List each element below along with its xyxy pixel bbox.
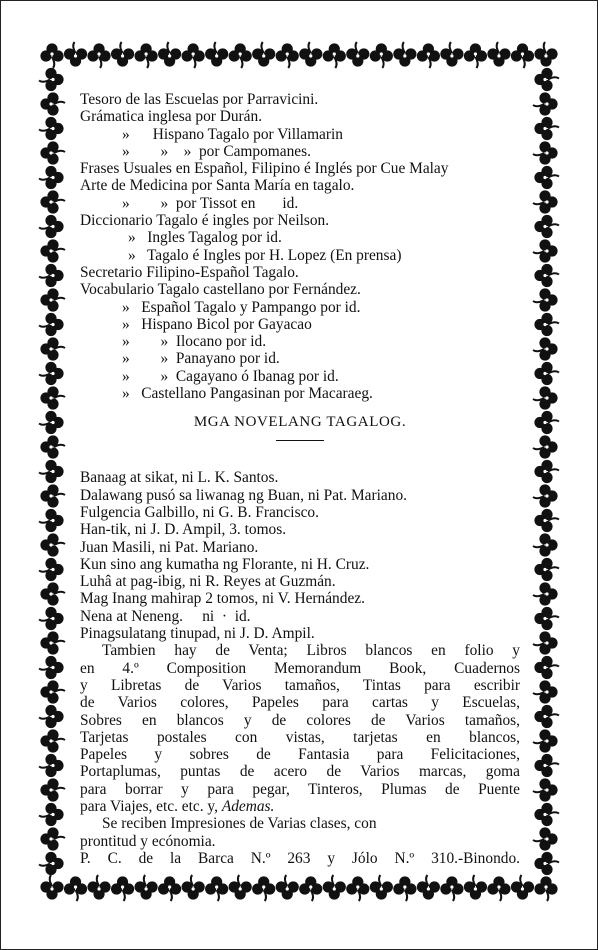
- clover-ornament: [393, 42, 416, 67]
- clover-ornament: [534, 607, 559, 630]
- clover-ornament: [533, 533, 558, 556]
- book-list-item: Arte de Medicina por Santa María en tagalo.: [80, 177, 355, 195]
- clover-ornament: [40, 631, 65, 654]
- clover-ornament: [534, 264, 559, 287]
- clover-ornament: [533, 92, 558, 115]
- clover-ornament: [533, 827, 558, 850]
- clover-ornament: [39, 754, 64, 777]
- clover-ornament: [39, 215, 64, 238]
- paragraph-line: Portaplumas, puntas de acero de Varios marcas, goma: [80, 763, 520, 781]
- paragraph-line: Tambien hay de Venta; Libros blancos en folio y: [102, 642, 520, 660]
- section-heading: MGA NOVELANG TAGALOG.: [193, 414, 407, 431]
- paragraph-line: y Libretas de Varios tamaños, Tintas para escribir: [80, 676, 520, 694]
- novel-list: [80, 469, 520, 642]
- clover-ornament: [158, 876, 181, 901]
- clover-ornament: [533, 288, 558, 311]
- clover-ornament: [534, 215, 559, 238]
- clover-ornament: [534, 509, 559, 532]
- clover-ornament: [39, 68, 64, 91]
- clover-ornament: [534, 803, 559, 826]
- clover-ornament: [533, 190, 558, 213]
- clover-ornament: [370, 43, 393, 68]
- clover-ornament: [39, 460, 64, 483]
- novel-list-item: Dalawang pusó sa liwanag ng Buan, ni Pat. Mariano.: [80, 486, 407, 504]
- clover-ornament: [40, 141, 65, 164]
- clover-ornament: [534, 68, 559, 91]
- clover-ornament: [393, 876, 416, 901]
- paragraph-last-italic: Ademas.: [221, 797, 275, 815]
- clover-ornament: [252, 42, 275, 67]
- clover-ornament: [39, 607, 64, 630]
- book-list-item: Diccionario Tagalo é ingles por Neilson.: [80, 212, 330, 230]
- clover-ornament: [39, 656, 64, 679]
- clover-ornament: [87, 43, 110, 68]
- book-list-item: » » Panayano por id.: [122, 350, 280, 368]
- clover-ornament: [39, 509, 64, 532]
- clover-ornament: [346, 42, 369, 67]
- stationery-paragraph: [80, 642, 520, 798]
- book-list-item: Frases Usuales en Español, Filipino é Inglés por Cue Malay: [80, 160, 449, 178]
- book-list-item: Grámatica inglesa por Durán.: [80, 108, 263, 126]
- clover-ornament: [87, 875, 110, 900]
- clover-ornament: [534, 852, 559, 875]
- book-list-item: » Hispano Bicol por Gayacao: [122, 315, 312, 333]
- clover-ornament: [534, 656, 559, 679]
- clover-ornament: [40, 729, 65, 752]
- clover-ornament: [534, 754, 559, 777]
- clover-ornament: [182, 43, 205, 68]
- clover-ornament: [464, 875, 487, 900]
- clover-ornament: [39, 411, 64, 434]
- book-list: [80, 91, 520, 402]
- novel-list-item: Mag Inang mahirap 2 tomos, ni V. Hernández.: [80, 590, 365, 608]
- book-list-item: » Castellano Pangasinan por Macaraeg.: [122, 385, 373, 403]
- clover-ornament: [533, 239, 558, 262]
- page-content: [80, 91, 520, 867]
- clover-ornament: [39, 313, 64, 336]
- clover-ornament: [417, 43, 440, 68]
- clover-ornament: [39, 362, 64, 385]
- paragraph-line: de Varios colores, Papeles para cartas y Escuelas,: [80, 694, 520, 712]
- clover-ornament: [39, 705, 64, 728]
- book-list-item: Secretario Filipino-Español Tagalo.: [80, 263, 299, 281]
- clover-ornament: [252, 876, 275, 901]
- novel-list-item: Fulgencia Galbillo, ni G. B. Francisco.: [80, 503, 319, 521]
- clover-ornament: [158, 42, 181, 67]
- paragraph-line: Tarjetas postales con vistas, tarjetas en blancos,: [80, 728, 520, 746]
- clover-ornament: [440, 42, 463, 67]
- clover-ornament: [534, 166, 559, 189]
- clover-ornament: [134, 43, 157, 68]
- clover-ornament: [40, 92, 65, 115]
- novel-list-item: Pinagsulatang tinupad, ni J. D. Ampil.: [80, 625, 315, 643]
- clover-ornament: [39, 264, 64, 287]
- closing-address-line: P. C. de la Barca N.º 263 y Jólo N.º 310.-Binondo.: [80, 849, 520, 867]
- clover-ornament: [323, 875, 346, 900]
- clover-ornament: [40, 484, 65, 507]
- closing-line-2: prontitud y ecónomia.: [80, 832, 216, 850]
- clover-ornament: [111, 42, 134, 67]
- clover-ornament: [205, 876, 228, 901]
- clover-ornament: [299, 876, 322, 901]
- clover-ornament: [40, 288, 65, 311]
- clover-ornament: [39, 852, 64, 875]
- clover-ornament: [299, 42, 322, 67]
- clover-ornament: [534, 313, 559, 336]
- closing-line-1: Se reciben Impresiones de Varias clases, con: [102, 815, 377, 833]
- book-list-item: » » Ilocano por id.: [122, 333, 267, 351]
- novel-list-item: Luhâ at pag-ibig, ni R. Reyes at Guzmán.: [80, 573, 336, 591]
- clover-ornament: [533, 337, 558, 360]
- paragraph-line: para borrar y para pegar, Tinteros, Plumas de Puente: [80, 780, 520, 798]
- book-list-item: » » Cagayano ó Ibanag por id.: [122, 367, 339, 385]
- clover-ornament: [64, 42, 87, 67]
- clover-ornament: [323, 43, 346, 68]
- clover-ornament: [533, 631, 558, 654]
- clover-ornament: [205, 42, 228, 67]
- paragraph-line: Sobres en blancos y de colores de Varios tamaños,: [80, 711, 520, 729]
- novel-list-item: Banaag at sikat, ni L. K. Santos.: [80, 469, 279, 487]
- clover-ornament: [534, 411, 559, 434]
- clover-ornament: [511, 875, 534, 900]
- clover-ornament: [229, 43, 252, 68]
- clover-ornament: [229, 875, 252, 900]
- clover-ornament: [534, 42, 557, 67]
- clover-ornament: [487, 42, 510, 67]
- clover-ornament: [533, 386, 558, 409]
- clover-ornament: [534, 460, 559, 483]
- clover-ornament: [534, 558, 559, 581]
- book-list-item: » » por Tissot en id.: [122, 194, 299, 212]
- paragraph-last-prefix: para Viajes, etc. etc. y,: [80, 797, 222, 815]
- clover-ornament: [533, 582, 558, 605]
- clover-ornament: [533, 484, 558, 507]
- clover-ornament: [134, 875, 157, 900]
- clover-ornament: [111, 876, 134, 901]
- novel-list-item: Kun sino ang kumatha ng Florante, ni H. Cruz.: [80, 555, 370, 573]
- book-list-item: Vocabulario Tagalo castellano por Fernández.: [80, 281, 361, 299]
- clover-ornament: [39, 117, 64, 140]
- clover-ornament: [346, 876, 369, 901]
- clover-ornament: [40, 435, 65, 458]
- clover-ornament: [440, 876, 463, 901]
- book-list-item: » Hispano Tagalo por Villamarin: [122, 125, 343, 143]
- clover-ornament: [64, 876, 87, 901]
- clover-ornament: [417, 875, 440, 900]
- clover-ornament: [40, 190, 65, 213]
- book-list-item: » Tagalo é Ingles por H. Lopez (En prensa): [128, 246, 402, 264]
- book-list-item: Tesoro de las Escuelas por Parravicini.: [80, 91, 319, 108]
- clover-ornament: [533, 729, 558, 752]
- clover-ornament: [511, 43, 534, 68]
- clover-ornament: [40, 680, 65, 703]
- clover-ornament: [534, 876, 557, 901]
- clover-ornament: [40, 239, 65, 262]
- novel-list-item: Juan Masili, ni Pat. Mariano.: [80, 538, 259, 556]
- clover-ornament: [534, 705, 559, 728]
- clover-ornament: [276, 43, 299, 68]
- clover-ornament: [533, 141, 558, 164]
- clover-ornament: [39, 803, 64, 826]
- heading-rule: [276, 440, 324, 441]
- clover-ornament: [40, 582, 65, 605]
- clover-ornament: [40, 337, 65, 360]
- novel-list-item: Nena at Neneng. ni · id.: [80, 607, 251, 625]
- clover-ornament: [533, 435, 558, 458]
- clover-ornament: [182, 875, 205, 900]
- clover-ornament: [40, 43, 63, 68]
- clover-ornament: [39, 558, 64, 581]
- clover-ornament: [40, 827, 65, 850]
- clover-ornament: [39, 166, 64, 189]
- clover-ornament: [276, 875, 299, 900]
- clover-ornament: [40, 386, 65, 409]
- clover-ornament: [40, 778, 65, 801]
- paragraph-line: Papeles y sobres de Fantasia para Felicitaciones,: [80, 746, 520, 764]
- clover-ornament: [533, 680, 558, 703]
- paragraph-line: en 4.º Composition Memorandum Book, Cuadernos: [80, 659, 520, 677]
- paragraph-last-line: [80, 798, 520, 815]
- book-list-item: » Ingles Tagalog por id.: [128, 229, 282, 247]
- clover-ornament: [370, 875, 393, 900]
- clover-ornament: [534, 362, 559, 385]
- clover-ornament: [40, 533, 65, 556]
- book-list-item: » Español Tagalo y Pampango por id.: [122, 298, 361, 316]
- clover-ornament: [487, 876, 510, 901]
- clover-ornament: [464, 43, 487, 68]
- clover-ornament: [40, 875, 63, 900]
- clover-ornament: [534, 117, 559, 140]
- book-list-item: » » » por Campomanes.: [122, 142, 311, 160]
- novel-list-item: Han-tik, ni J. D. Ampil, 3. tomos.: [80, 521, 287, 539]
- clover-ornament: [533, 778, 558, 801]
